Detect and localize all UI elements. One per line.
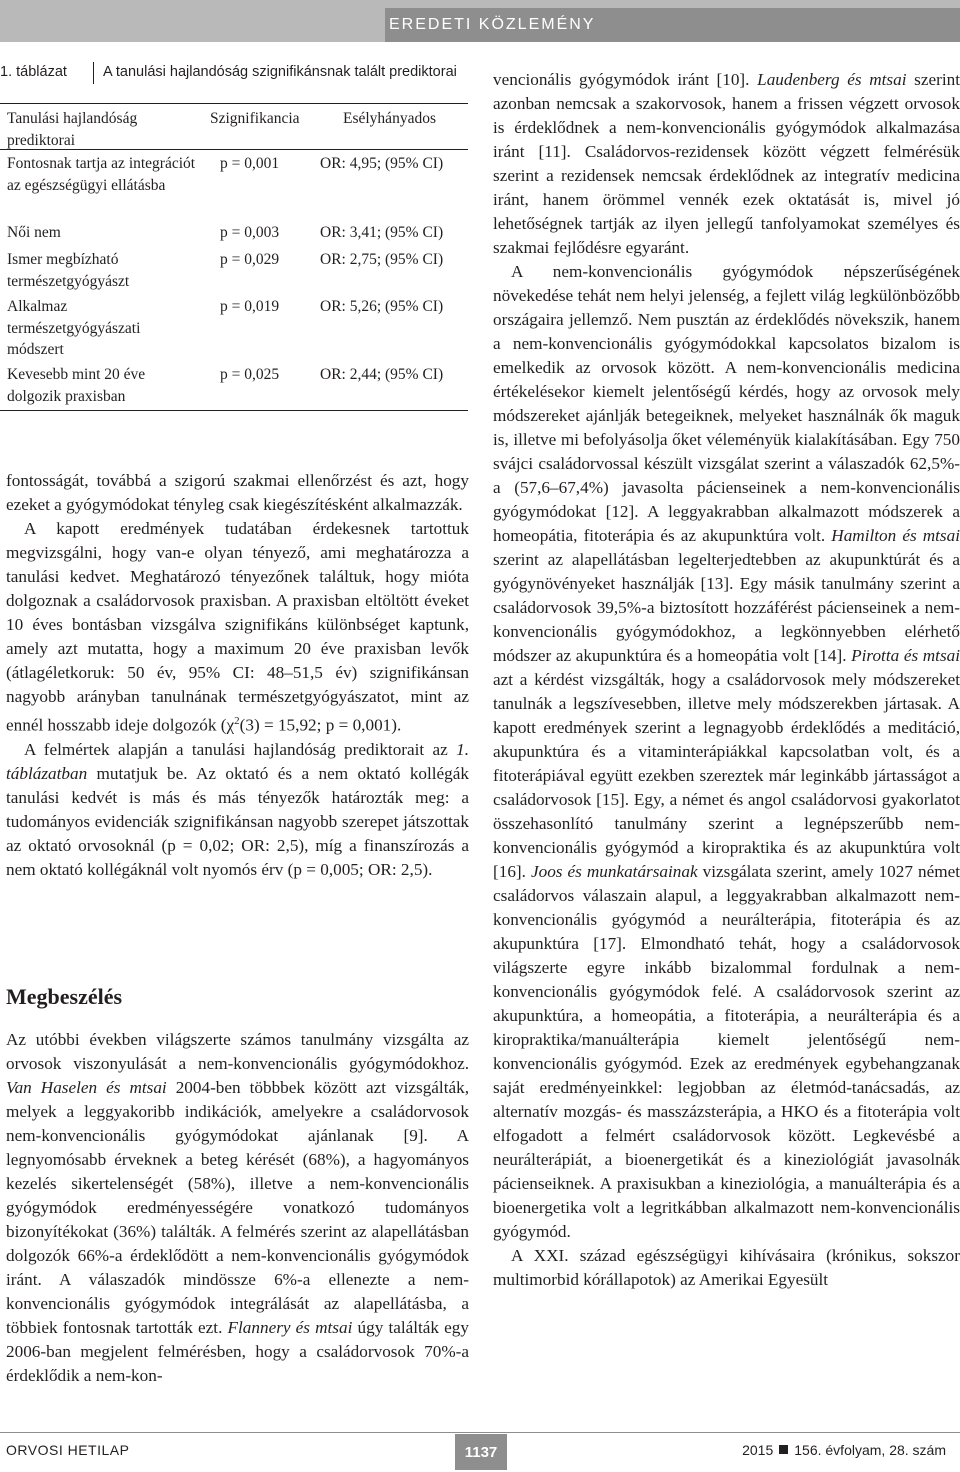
section-heading-discussion: Megbeszélés	[6, 984, 123, 1009]
table-row-2-label: Női nem	[7, 224, 61, 241]
table-row-3-p: p = 0,029	[220, 251, 280, 268]
author-reference: Flannery és mtsai	[227, 1318, 353, 1337]
author-reference: Pirotta és mtsai	[851, 646, 960, 665]
page-number: 1137	[455, 1434, 507, 1470]
paragraph: A felmértek alapján a tanulási hajlandóság prediktorait az 1. táblázatban mutatjuk be. Az oktató és a nem oktató kollégák tanulási kedvét is más és más tényezők határozták meg: a tudományos evidenciák szignifikánsan nagyobb szerepet játszottak az oktató orvosoknál (p = 0,02; OR: 2,5), míg a finanszírozás a nem oktató kollégáknál volt nyomós érv (p = 0,005; OR: 2,5).	[6, 739, 469, 879]
author-reference: Laudenberg és mtsai	[757, 70, 907, 89]
table-row-2-p: p = 0,003	[220, 224, 280, 241]
table-row-2-or: OR: 3,41; (95% CI)	[320, 224, 444, 241]
table-row-5-label: Kevesebb mint 20 éve dolgozik praxisban	[7, 366, 146, 405]
table-bottom-rule	[0, 410, 468, 411]
table-header-significance: Szignifikancia	[210, 110, 300, 127]
table-row-3-label: Ismer megbízható természetgyógyászt	[7, 251, 130, 290]
footer-volume: 156. évfolyam, 28. szám	[794, 1442, 946, 1458]
table-row-4-p: p = 0,019	[220, 298, 280, 315]
table-top-rule	[0, 103, 468, 104]
table-row-3-or: OR: 2,75; (95% CI)	[320, 251, 444, 268]
footer-year: 2015	[742, 1442, 774, 1458]
paragraph: A XXI. század egészségügyi kihívásaira (krónikus, sokszor multimorbid kórállapotok) az Amerikai Egyesült	[493, 1246, 960, 1289]
paragraph: fontosságát, továbbá a szigorú szakmai ellenőrzést és azt, hogy ezeket a gyógymódokat tényleg csak kiegészítésként alkalmazzák.	[6, 471, 469, 514]
author-reference: Van Haselen és mtsai	[6, 1078, 167, 1097]
table-row-4-or: OR: 5,26; (95% CI)	[320, 298, 444, 315]
right-column	[493, 68, 960, 1292]
table-row-5-p: p = 0,025	[220, 366, 280, 383]
footer-issue	[742, 1442, 946, 1458]
table-row-1-or: OR: 4,95; (95% CI)	[320, 155, 444, 172]
caption-separator	[93, 62, 94, 84]
author-reference: Joos és munkatársainak	[530, 862, 698, 881]
table-header-predictor: Tanulási hajlandóság prediktorai	[7, 110, 138, 149]
paragraph: A nem-konvencionális gyógymódok népszerűségének növekedése tehát nem helyi jelenség, a fejlett világ legkülönbözőbb országaira jellemző. Nem pusztán az érdeklődés növekszik, hanem a nem-konvencionális gyógymódokkal kapcsolatos bizalom is emelkedik az orvosok között. A nem-konvencionális medicina értékelésekor kiemelt jelentőségű kérdés, hogy az orvosok mely módszereket ajánlják betegeiknek, melyeket használnák ők maguk is, illetve mi befolyásolja őket véleményük kialakításában. Egy 750 svájci családorvossal készült vizsgálat szerint a válaszadók 62,5%-a (57,6–67,4%) javasolta pácienseinek a nem-konvencionális gyógymódokat [12]. A leggyakrabban alkalmazott módszerek a homeopátia, fitoterápia és az akupunktúra volt. Hamilton és mtsai szerint az alapellátásban legelterjedtebben az akupunktúrát és a gyógynövényeket használják [13]. Egy másik tanulmány szerint a családorvosok 39,5%-a biztosított hozzáférést pácienseinek a nem-konvencionális gyógymódokhoz, a legkönnyebben elérhető módszer az akupunktúra és a homeopátia volt [14]. Pirotta és mtsai azt a kérdést vizsgálták, hogy a családorvosok mely módszereket tanulnák a legszívesebben, illetve mely módszerekben jártasak. A kapott eredmények szerint a legnagyobb érdeklődés a meditáció, akupunktúra és a vitaminterápiákkal kapcsolatban volt, és a fitoterápiával együtt ezekben szereztek már leginkább jártasságot a családorvosok [15]. Egy, a német és angol családorvosi gyakorlatot összehasonlító tanulmány szerint a legnépszerűbb nem-konvencionális gyógymód a kiropraktika és az akupunktúra volt [16]. Joos és munkatársainak vizsgálata szerint, amely 1027 német családorvos válaszain alapul, a leggyakrabban alkalmazott nem-konvencionális gyógymód a neurálterápia, fitoterápia és az akupunktúra [17]. Elmondható tehát, hogy a családorvosok világszerte egyre inkább bizalommal fordulnak a nem-konvencionális gyógymódok felé. A családorvosok szerint az akupunktúra, a homeopátia, a fitoterápia, a neurálterápia és a kiropraktika/manuálterápia kiemelt jelentőségű nem-konvencionális gyógymód. Ezek az eredmények egybehangzanak saját eredményeinkkel: legjobban az életmód-tanácsadás, az alternatív mozgás- és masszázsterápia, a HKO és a fitoterápia volt elfogadott a felmért családorvosok között. Legkevésbé a neurálterápiát, a bioenergetikát és a kineziológiát javasolnák pácienseiknek. A praxisukban a kineziológia, a manuálterápia és a bioenergetika volt a legritkábban alkalmazott nem-konvencionális gyógymód.	[493, 262, 960, 1241]
table-row-5-or: OR: 2,44; (95% CI)	[320, 366, 444, 383]
author-reference: Hamilton és mtsai	[831, 526, 960, 545]
table-reference: 1. táblázatban	[6, 739, 469, 783]
table-row-1-p: p = 0,001	[220, 155, 280, 172]
section-label-box	[385, 8, 960, 42]
square-bullet-icon	[779, 1445, 788, 1454]
table-header-rule	[0, 149, 468, 150]
table-number: 1. táblázat	[0, 64, 67, 80]
paragraph: A kapott eredmények tudatában érdekesnek tartottuk megvizsgálni, hogy van-e olyan tényező, ami meghatározza a tanulási kedvet. Meghatározó tényezőnek találtuk, hogy mióta dolgoznak a családorvosok praxisban. A praxisban eltöltött éveket 10 éves bontásban vizsgálva szignifikáns különbséget kaptunk, amely azt mutatta, hogy a maximum 20 éve praxisban levők (átlagéletkoruk: 50 év, 95% CI: 48–51,5 év) szignifikánsan nagyobb arányban tanulnának természetgyógyászatot, mint az ennél hosszabb ideje dolgozók ($\chi^2(3) = 15,92$; p = 0,001).	[6, 519, 469, 735]
table-row-4-label: Alkalmaz természetgyógyászati módszert	[7, 298, 141, 358]
left-column-results	[6, 469, 469, 882]
left-column-discussion	[6, 1028, 469, 1388]
section-label: EREDETI KÖZLEMÉNY	[389, 16, 596, 33]
footer-rule	[0, 1432, 960, 1433]
paragraph: vencionális gyógymódok iránt [10]. Laudenberg és mtsai szerint azonban nemcsak a szakorvosok, hanem a frissen végzett orvosok is érdeklődnek a nem-konvencionális gyógymódok alkalmazása iránt [11]. Családorvos-rezidensek között végzett felmérésük szerint a rezidensek nemcsak érdeklődnek az integratív medicina iránt, hanem örömmel vennék ezek oktatását is, mivel jó lehetőségnek tartják az ilyen jellegű tanfolyamokat személyes és szakmai fejlődésre egyaránt.	[493, 70, 960, 257]
table-header-odds: Esélyhányados	[343, 110, 436, 127]
table-row-1-label: Fontosnak tartja az integrációt az egészségügyi ellátásba	[7, 155, 196, 194]
paragraph: Az utóbbi években világszerte számos tanulmány vizsgálta az orvosok viszonyulását a nem-konvencionális gyógymódokhoz. Van Haselen és mtsai 2004-ben többbek között azt vizsgálták, melyek a leggyakoribb indikációk, amelyekre a családorvosok nem-konvencionális gyógymódokat ajánlanak [9]. A legnyomósabb érveknek a beteg kérését (68%), a hagyományos kezelés sikertelenségét (58%), illetve a nem-konvencionális gyógymódok eredményességére vonatkozó tudományos bizonyítékokat (36%) találták. A felmérés szerint az alapellátásban dolgozók 66%-a érdeklődött a nem-konvencionális gyógymódok iránt. A válaszadók mindössze 6%-a ellenezte a nem-konvencionális gyógymódok integrálását az alapellátásba, a többiek fontosnak tartották ezt. Flannery és mtsai úgy találták egy 2006-ban megjelent felmérésben, hogy a családorvosok 70%-a érdeklődik a nem-kon-	[6, 1030, 469, 1385]
table-title: A tanulási hajlandóság szignifikánsnak talált prediktorai	[103, 64, 457, 80]
footer-journal-name: ORVOSI HETILAP	[6, 1442, 130, 1458]
